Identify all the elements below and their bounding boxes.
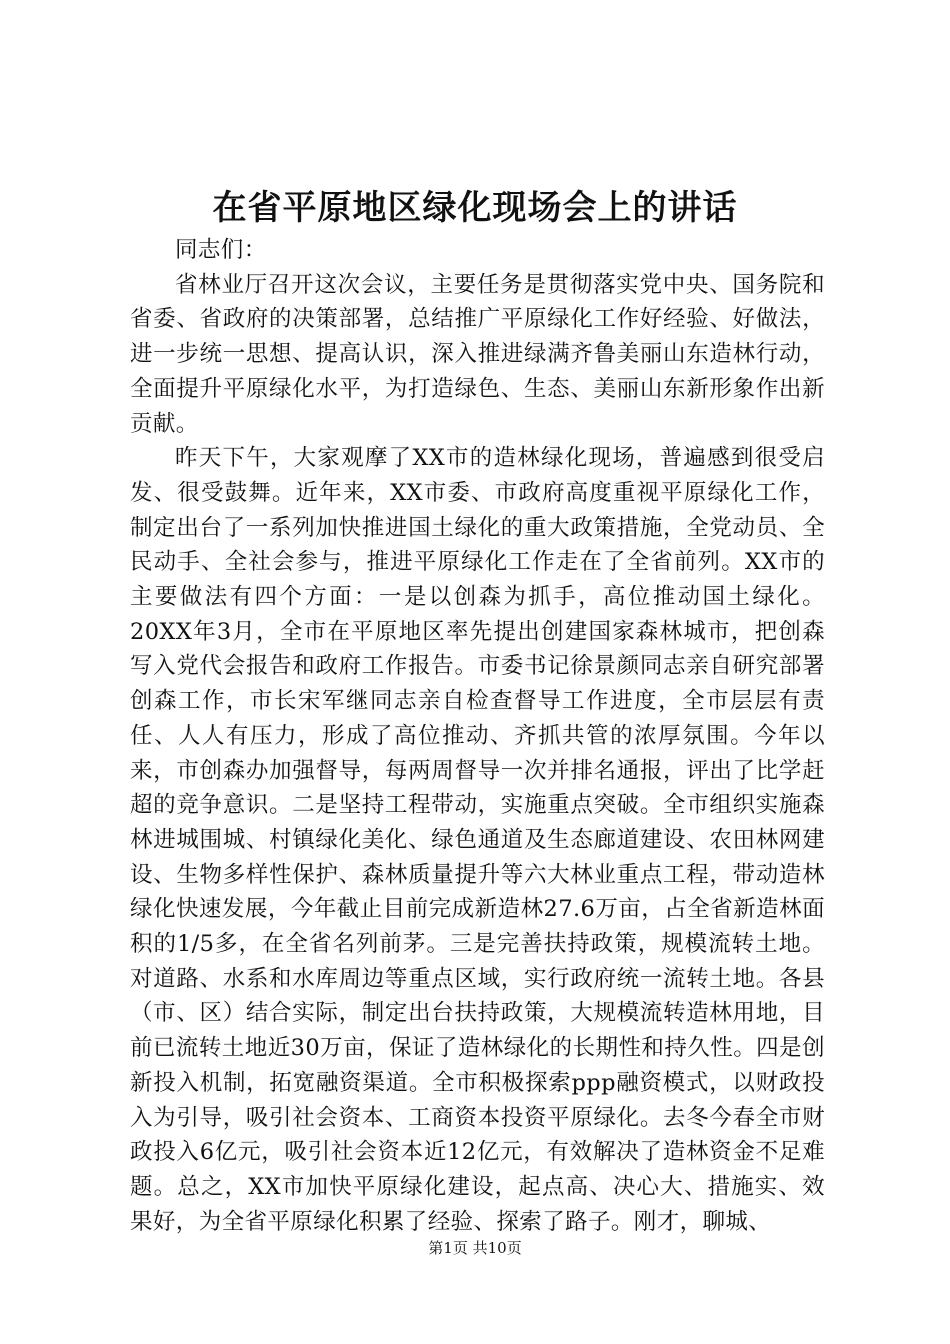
page-number-label: 第1页 共10页 xyxy=(428,1239,522,1257)
page-footer xyxy=(0,1238,950,1258)
document-title: 在省平原地区绿化现场会上的讲话 xyxy=(212,188,738,228)
document-body xyxy=(130,233,825,1239)
body-paragraph: 昨天下午，大家观摩了XX市的造林绿化现场，普遍感到很受启发、很受鼓舞。近年来，XX市委、市政府高度重视平原绿化工作，制定出台了一系列加快推进国土绿化的重大政策措施，全党动员、全民动手、全社会参与，推进平原绿化工作走在了全省前列。XX市的主要做法有四个方面：一是以创森为抓手，高位推动国土绿化。20XX年3月，全市在平原地区率先提出创建国家森林城市，把创森写入党代会报告和政府工作报告。市委书记徐景颜同志亲自研究部署创森工作，市长宋军继同志亲自检查督导工作进度，全市层层有责任、人人有压力，形成了高位推动、齐抓共管的浓厚氛围。今年以来，市创森办加强督导，每两周督导一次并排名通报，评出了比学赶超的竞争意识。二是坚持工程带动，实施重点突破。全市组织实施森林进城围城、村镇绿化美化、绿色通道及生态廊道建设、农田林网建设、生物多样性保护、森林质量提升等六大林业重点工程，带动造林绿化快速发展，今年截止目前完成新造林27.6万亩，占全省新造林面积的1/5多，在全省名列前茅。三是完善扶持政策，规模流转土地。对道路、水系和水库周边等重点区域，实行政府统一流转土地。各县（市、区）结合实际，制定出台扶持政策，大规模流转造林用地，目前已流转土地近30万亩，保证了造林绿化的长期性和持久性。四是创新投入机制，拓宽融资渠道。全市积极探索ppp融资模式，以财政投入为引导，吸引社会资本、工商资本投资平原绿化。去冬今春全市财政投入6亿元，吸引社会资本近12亿元，有效解决了造林资金不足难题。总之，XX市加快平原绿化建设，起点高、决心大、措施实、效果好，为全省平原绿化积累了经验、探索了路子。刚才，聊城、 xyxy=(130,445,825,1235)
body-paragraph: 省林业厅召开这次会议，主要任务是贯彻落实党中央、国务院和省委、省政府的决策部署，总结推广平原绿化工作好经验、好做法，进一步统一思想、提高认识，深入推进绿满齐鲁美丽山东造林行动，全面提升平原绿化水平，为打造绿色、生态、美丽山东新形象作出新贡献。 xyxy=(130,271,825,437)
salutation-paragraph: 同志们： xyxy=(175,237,267,263)
